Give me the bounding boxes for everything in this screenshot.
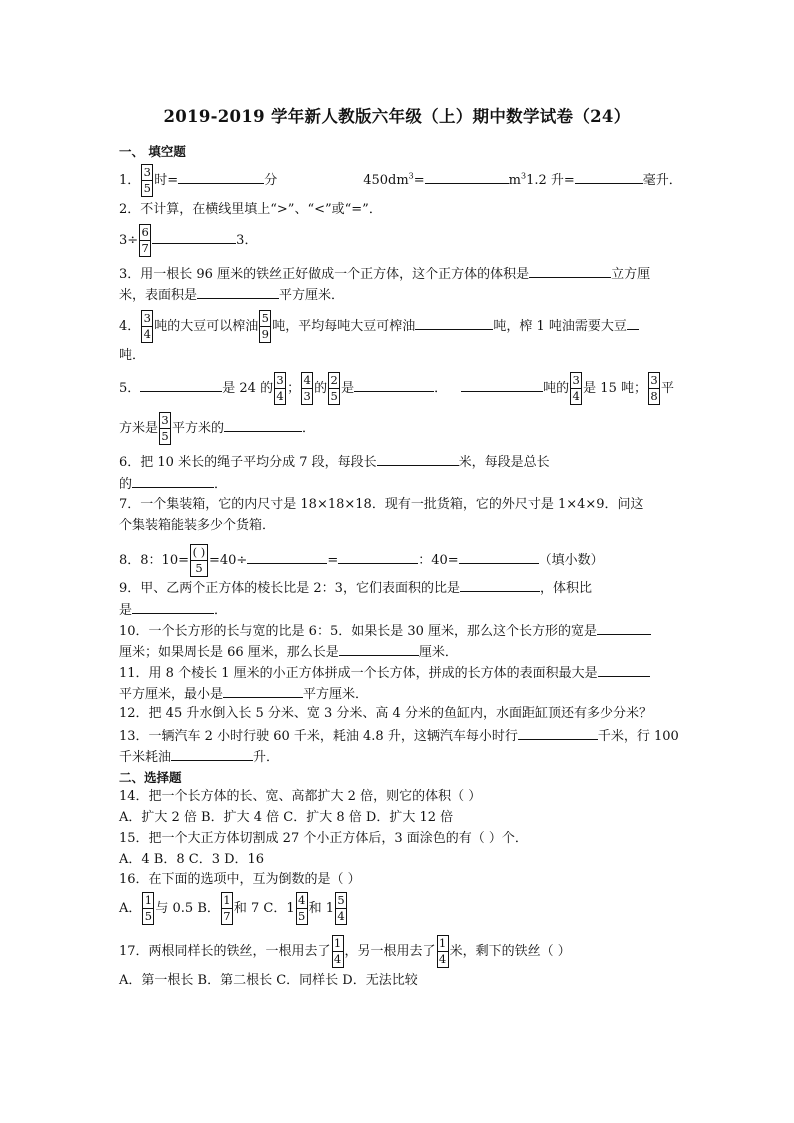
fraction-4-3: $\frac{4}{3}$: [301, 372, 313, 405]
fraction-2-5: $\frac{2}{5}$: [328, 372, 340, 405]
question-9-cont: 是 ．: [119, 600, 227, 620]
section-multiple-choice: 二、选择题: [119, 770, 182, 785]
page-title: 2019-2019 学年新人教版六年级（上）期中数学试卷（24）: [163, 107, 631, 126]
question-12: 12．把 45 升水倒入长 5 分米、宽 3 分米、高 4 分米的鱼缸内，水面距缸顶还有多少分米？: [119, 706, 652, 721]
question-3-cont: 米，表面积是 平方厘米．: [119, 285, 344, 305]
answer-blank[interactable]: [132, 474, 214, 488]
answer-blank[interactable]: [598, 663, 650, 677]
fraction-5-9: $\frac{5}{9}$: [259, 310, 271, 343]
fraction-1-7: $\frac{1}{7}$: [221, 892, 233, 925]
fraction-3-4: $\frac{3}{4}$: [570, 372, 582, 405]
fraction-1-5: $\frac{1}{5}$: [142, 892, 154, 925]
answer-blank[interactable]: [132, 600, 214, 614]
answer-blank[interactable]: [223, 684, 303, 698]
section-fill-in: 一、 填空题: [119, 144, 186, 159]
question-4-cont: 吨．: [119, 348, 146, 363]
fraction-5-4: $\frac{5}{4}$: [335, 892, 347, 925]
question-7: 7．一个集装箱，它的内尺寸是 18×18×18．现有一批货箱，它的外尺寸是 1×4×9．问这: [119, 497, 644, 512]
question-13-cont: 千米耗油 升．: [119, 747, 279, 767]
answer-blank[interactable]: [575, 170, 643, 184]
q1-number: 1．: [119, 173, 141, 188]
question-6: 6．把 10 米长的绳子平均分成 7 段，每段长 米，每段是总长: [119, 452, 550, 472]
answer-blank[interactable]: [415, 316, 493, 330]
answer-blank[interactable]: [518, 726, 598, 740]
question-17: 17．两根同样长的铁丝，一根用去了 $\frac{1}{4}$ ，另一根用去了 $\frac{1}{4}$ 米，剩下的铁丝（ ）: [119, 936, 571, 966]
answer-blank[interactable]: [459, 550, 539, 564]
fraction-6-7: $\frac{6}{7}$: [139, 224, 151, 257]
answer-blank[interactable]: [178, 170, 264, 184]
question-4: 4． $\frac{3}{4}$ 吨的大豆可以榨油 $\frac{5}{9}$ 吨，平均每吨大豆可榨油 吨，榨 1 吨油需要大豆: [119, 310, 639, 343]
question-14-options[interactable]: A．扩大 2 倍 B．扩大 4 倍 C．扩大 8 倍 D．扩大 12 倍: [119, 810, 454, 825]
answer-blank[interactable]: [425, 170, 509, 184]
question-5: 5． 是 24 的 $\frac{3}{4}$ ； $\frac{4}{3}$ 的 $\frac{2}{5}$ 是 ． 吨的 $\frac{3}{4}$ 是 15 吨； $\frac{3}{8}$ 平: [119, 373, 674, 403]
answer-blank[interactable]: [140, 378, 222, 392]
answer-blank[interactable]: [597, 621, 651, 635]
answer-blank[interactable]: [338, 550, 418, 564]
answer-blank[interactable]: [460, 578, 540, 592]
answer-blank[interactable]: [224, 418, 302, 432]
fraction-1-4: $\frac{1}{4}$: [332, 935, 344, 968]
question-2: 2．不计算，在横线里填上“>”、“<”或“=”．: [119, 202, 382, 217]
question-11-cont: 平方厘米，最小是 平方厘米．: [119, 684, 368, 704]
question-14: 14．把一个长方体的长、宽、高都扩大 2 倍，则它的体积（ ）: [119, 789, 482, 804]
question-3: 3．用一根长 96 厘米的铁丝正好做成一个正方体，这个正方体的体积是 立方厘: [119, 264, 650, 284]
question-5-cont: 方米是 $\frac{3}{5}$ 平方米的 ．: [119, 413, 316, 443]
answer-blank[interactable]: [354, 378, 434, 392]
fraction-4-5: $\frac{4}{5}$: [296, 892, 308, 925]
answer-blank[interactable]: [247, 550, 327, 564]
question-16-options[interactable]: A． $\frac{1}{5}$ 与 0.5 B． $\frac{1}{7}$ 和 7 C．1 $\frac{4}{5}$ 和 1 $\frac{5}{4}$: [119, 892, 348, 925]
answer-blank[interactable]: [197, 285, 279, 299]
answer-blank[interactable]: [529, 264, 611, 278]
question-17-options[interactable]: A．第一根长 B．第二根长 C．同样长 D．无法比较: [119, 973, 418, 988]
question-8: 8．8：10= $\frac{( )}{5}$ =40÷ = ：40= （填小数）: [119, 545, 604, 575]
fraction-3-8: $\frac{3}{8}$: [648, 372, 660, 405]
question-2-expression: 3÷ $\frac{6}{7}$ 3．: [119, 225, 258, 255]
question-11: 11．用 8 个棱长 1 厘米的小正方体拼成一个长方体，拼成的长方体的表面积最大是: [119, 663, 650, 683]
question-15: 15．把一个大正方体切割成 27 个小正方体后，3 面涂色的有（ ）个．: [119, 831, 528, 846]
question-10: 10．一个长方形的长与宽的比是 6：5．如果长是 30 厘米，那么这个长方形的宽是: [119, 621, 651, 641]
fraction-3-5: $\frac{3}{5}$: [159, 412, 171, 445]
fraction-blank-5: $\frac{( )}{5}$: [190, 544, 208, 577]
answer-blank[interactable]: [461, 378, 543, 392]
fraction-3-4: $\frac{3}{4}$: [141, 310, 153, 343]
answer-blank[interactable]: [377, 452, 459, 466]
question-15-options[interactable]: A．4 B．8 C．3 D．16: [119, 852, 265, 867]
fraction-3-4: $\frac{3}{4}$: [274, 372, 286, 405]
answer-blank[interactable]: [152, 230, 236, 244]
fraction-3-5: $\frac{3}{5}$: [141, 164, 153, 197]
answer-blank[interactable]: [627, 316, 639, 330]
question-7-cont: 个集装箱能装多少个货箱．: [119, 518, 276, 533]
answer-blank[interactable]: [171, 747, 253, 761]
question-16: 16．在下面的选项中，互为倒数的是（ ）: [119, 872, 361, 887]
fraction-1-4: $\frac{1}{4}$: [437, 935, 449, 968]
question-6-cont: 的 ．: [119, 474, 227, 494]
question-9: 9．甲、乙两个正方体的棱长比是 2：3，它们表面积的比是 ，体积比: [119, 578, 592, 598]
answer-blank[interactable]: [339, 642, 419, 656]
question-13: 13．一辆汽车 2 小时行驶 60 千米，耗油 4.8 升，这辆汽车每小时行 千米，行 100: [119, 726, 679, 746]
question-1: 1． $\frac{3}{5}$ 时= 分 $450dm^3= m^31.2$ 升= 毫升．: [119, 165, 682, 195]
question-10-cont: 厘米；如果周长是 66 厘米，那么长是 厘米．: [119, 642, 458, 662]
